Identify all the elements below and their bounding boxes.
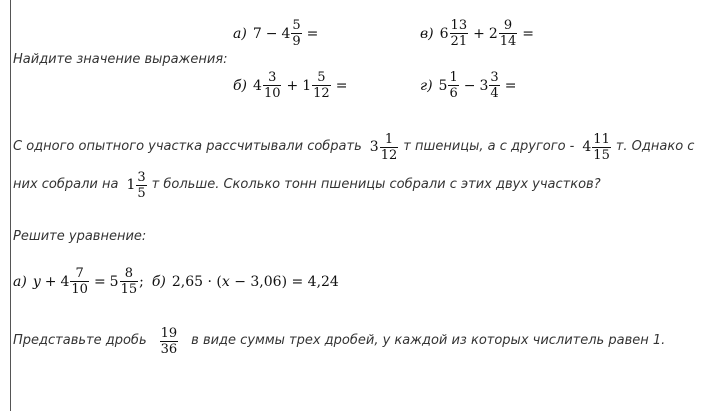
- numerator: 8: [124, 266, 133, 281]
- fraction: [70, 266, 89, 297]
- task2-line1: [13, 130, 694, 164]
- numerator: 9: [503, 18, 513, 33]
- fraction: [489, 70, 499, 101]
- whole: 6: [439, 25, 449, 42]
- expression: − 3,06) = 4,24: [229, 273, 339, 290]
- denominator: 12: [380, 147, 398, 163]
- item-label: г): [420, 77, 433, 94]
- task1-heading: Найдите значение выражения:: [13, 52, 228, 67]
- item-label: в): [420, 25, 434, 42]
- fraction-19-36: [159, 326, 180, 357]
- fraction: [136, 170, 146, 201]
- equals: =: [306, 25, 319, 42]
- denominator: 12: [313, 86, 330, 101]
- equals: =: [335, 77, 348, 94]
- fraction: [499, 18, 518, 49]
- expression: 2,65 · (: [171, 273, 222, 290]
- operator: −: [265, 25, 278, 42]
- task4-text: в виде суммы трех дробей, у каждой из которых числитель равен 1.: [191, 333, 666, 348]
- whole: 2: [488, 25, 498, 42]
- operator: −: [463, 77, 476, 94]
- fraction: [291, 18, 301, 49]
- task2-text: т больше. Сколько тонн пшеницы собрали с этих двух участков?: [151, 177, 601, 192]
- numerator: 11: [593, 131, 610, 147]
- numerator: 3: [137, 169, 146, 185]
- denominator: 6: [449, 86, 458, 101]
- mixed-number: [582, 132, 611, 163]
- task3-heading: Решите уравнение:: [13, 229, 147, 244]
- denominator: 15: [593, 147, 610, 163]
- task2-line2: [13, 168, 601, 202]
- task1-item-b: [233, 70, 347, 101]
- denominator: 36: [160, 341, 178, 357]
- whole: 5: [109, 273, 119, 290]
- denominator: 15: [120, 282, 138, 297]
- operator: +: [473, 25, 485, 42]
- whole: 4: [281, 25, 291, 42]
- numerator: 5: [292, 18, 301, 33]
- equals: =: [522, 25, 535, 42]
- numerator: 3: [490, 70, 499, 85]
- whole: 4: [253, 77, 262, 94]
- page-left-border: [10, 0, 11, 411]
- separator: ;: [139, 273, 144, 290]
- whole: 3: [479, 77, 489, 94]
- equals: =: [93, 273, 106, 290]
- fraction: [450, 18, 469, 49]
- item-label: б): [233, 77, 248, 94]
- task4-text: Представьте дробь: [13, 333, 147, 348]
- whole: 1: [302, 77, 312, 94]
- task1-item-g: [420, 70, 516, 101]
- mixed-number: [126, 170, 147, 201]
- task1-item-v: [420, 18, 534, 49]
- task2-text: С одного опытного участка рассчитывали собрать: [13, 139, 362, 154]
- fraction: [448, 70, 458, 101]
- fraction: [120, 266, 139, 297]
- numerator: 1: [449, 70, 458, 85]
- numerator: 1: [384, 131, 394, 147]
- item-label: а): [233, 25, 247, 42]
- whole: 1: [126, 177, 136, 193]
- denominator: 9: [292, 34, 301, 49]
- variable: y: [32, 273, 41, 290]
- fraction: [380, 132, 399, 163]
- whole: 4: [60, 273, 70, 290]
- operator: +: [44, 273, 57, 290]
- numerator: 7: [75, 266, 84, 281]
- task1-item-a: [233, 18, 318, 49]
- variable: x: [221, 273, 230, 290]
- task4-line: [13, 323, 665, 359]
- numerator: 19: [160, 325, 178, 341]
- whole: 4: [582, 139, 592, 155]
- denominator: 21: [450, 34, 468, 49]
- fraction: [263, 70, 282, 101]
- numerator: 5: [317, 70, 326, 85]
- operator: +: [286, 77, 299, 94]
- denominator: 14: [499, 34, 517, 49]
- fraction: [312, 70, 331, 101]
- whole: 3: [369, 139, 379, 155]
- denominator: 5: [137, 185, 146, 201]
- item-label: а): [13, 273, 27, 290]
- item-label: б): [151, 273, 166, 290]
- denominator: 4: [490, 86, 499, 101]
- mixed-number: [370, 132, 399, 163]
- whole: 7: [252, 25, 262, 42]
- numerator: 3: [268, 70, 277, 85]
- numerator: 13: [450, 18, 468, 33]
- task2-text: них собрали на: [13, 177, 119, 192]
- equals: =: [504, 77, 517, 94]
- whole: 5: [438, 77, 448, 94]
- fraction: [592, 132, 611, 163]
- denominator: 10: [263, 86, 281, 101]
- fraction: [160, 326, 179, 357]
- task3-equations: [13, 266, 339, 297]
- task2-text: т пшеницы, а с другого -: [403, 139, 575, 154]
- task2-text: т. Однако с: [615, 139, 695, 154]
- denominator: 10: [71, 282, 88, 297]
